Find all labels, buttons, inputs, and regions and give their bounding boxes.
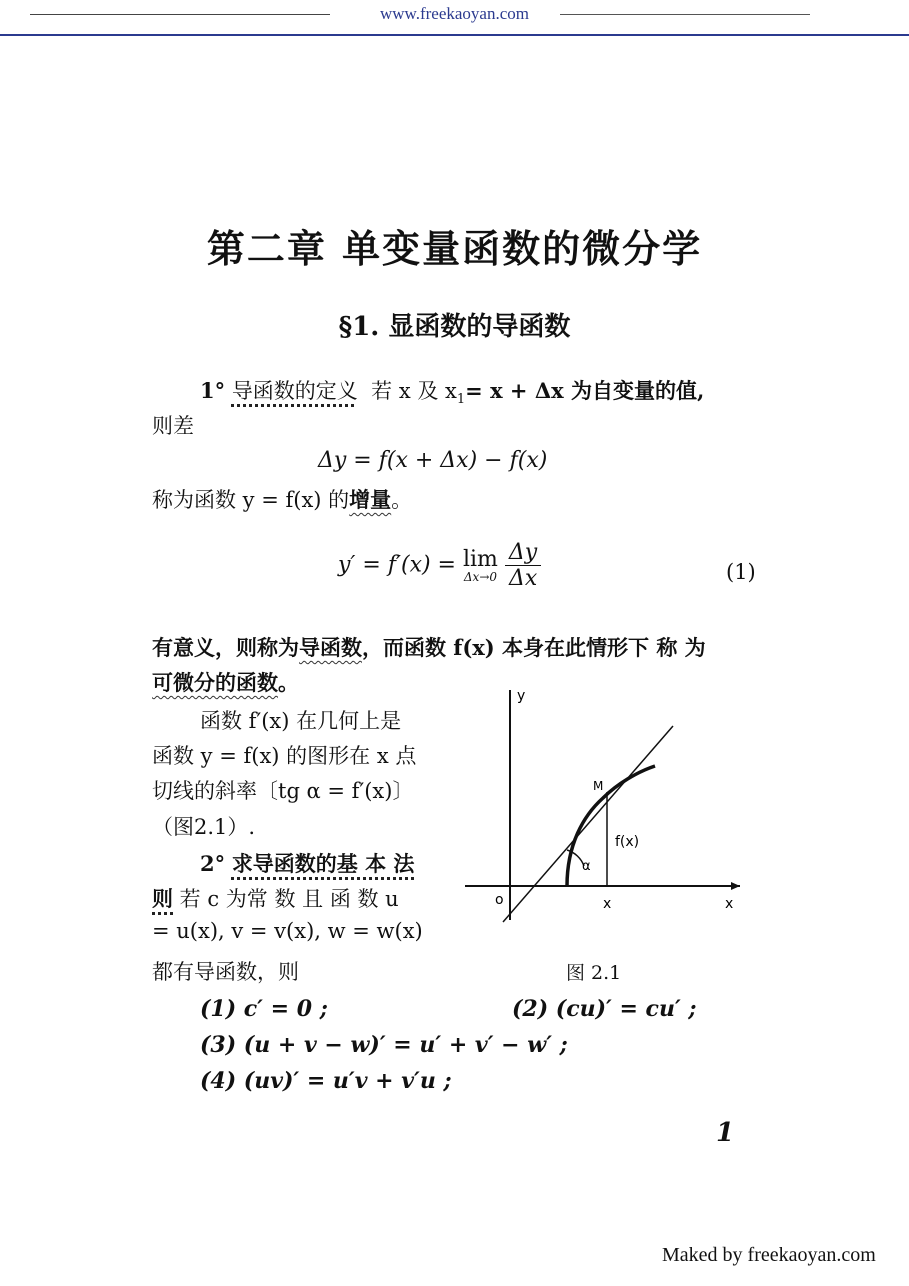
equation-1 [338, 540, 541, 591]
para3-b: ，而函数 f(x) 本身在此情形下 称 为 [362, 635, 706, 660]
eq1-fraction [505, 540, 541, 591]
para3-line1 [152, 632, 706, 662]
figure-caption: 图 2.1 [566, 962, 622, 984]
eq1-lhs: y′ = f′(x) = [338, 552, 463, 578]
para5-l3: = u(x), v = v(x), w = w(x) [152, 919, 423, 943]
rule-1: (1) c′ = 0 ; [200, 996, 328, 1022]
header-bar [0, 34, 909, 36]
para2-line [152, 484, 412, 514]
eq1-lim [462, 546, 498, 584]
para5-l4: 都有导函数，则 [152, 960, 299, 984]
para5-l2-term: 则 [152, 886, 173, 911]
para5-num: 2° [200, 851, 226, 876]
label-y: y [517, 688, 526, 704]
x-axis-arrow-icon [731, 882, 740, 890]
para1-text-b: = x + Δx 为自变量的值, [465, 378, 705, 403]
para3-term2: 可微分的函数 [152, 670, 278, 695]
para1-sub: 1 [456, 392, 466, 408]
eq1-denominator: Δx [508, 566, 538, 591]
page-number: 1 [716, 1118, 735, 1148]
para2-post: 。 [391, 488, 413, 512]
label-x-axis: x [725, 896, 734, 912]
figure-2-1 [455, 680, 755, 940]
eq1-tag: (1) [726, 560, 756, 584]
para4-l4: （图2.1）. [152, 815, 256, 839]
para1-text-a: 若 x 及 x [371, 379, 457, 403]
label-x-point: x [603, 896, 612, 912]
function-curve [567, 766, 655, 886]
label-M: M [593, 779, 604, 793]
para5-l2 [152, 883, 399, 913]
label-fx: f(x) [615, 834, 640, 850]
tangent-line [503, 726, 673, 922]
eq1-numerator: Δy [505, 540, 541, 566]
rule-4: (4) (uv)′ = u′v + v′u ; [200, 1068, 452, 1094]
para4-l2: 函数 y = f(x) 的图形在 x 点 [152, 744, 417, 768]
para3-line2 [152, 667, 299, 697]
para4-l3: 切线的斜率〔tg α = f′(x)〕 [152, 779, 414, 803]
chapter-title: 第二章 单变量函数的微分学 [206, 226, 703, 271]
equation-delta: Δy = f(x + Δx) − f(x) [318, 448, 548, 473]
para3-c: 。 [278, 670, 299, 695]
label-alpha: α [582, 859, 591, 874]
para3-a: 有意义，则称为 [152, 635, 299, 660]
para2-term: 增量 [349, 487, 392, 512]
rule-2: (2) (cu)′ = cu′ ; [512, 996, 697, 1022]
site-url[interactable]: www.freekaoyan.com [380, 4, 529, 23]
label-origin: o [495, 892, 504, 908]
para3-term1: 导函数 [299, 635, 362, 660]
para5-term: 求导函数的基 本 法 [231, 851, 415, 876]
para1-term: 导函数的定义 [231, 379, 358, 403]
section-title: §1. 显函数的导函数 [338, 312, 571, 342]
para1-num: 1° [200, 378, 226, 403]
rule-3: (3) (u + v − w)′ = u′ + v′ − w′ ; [200, 1032, 568, 1058]
eq1-lim-sub: Δx→0 [463, 569, 498, 584]
para4-l1: 函数 f′(x) 在几何上是 [200, 709, 402, 733]
para2-pre: 称为函数 y = f(x) 的 [152, 488, 350, 512]
para5-l2-rest: 若 c 为常 数 且 函 数 u [173, 887, 399, 911]
footer-credit: Maked by freekaoyan.com [662, 1244, 876, 1266]
para1-line2: 则差 [152, 414, 194, 438]
para1-line1 [200, 375, 704, 407]
eq1-lim-word: lim [462, 546, 498, 572]
para5-l1 [200, 848, 414, 878]
